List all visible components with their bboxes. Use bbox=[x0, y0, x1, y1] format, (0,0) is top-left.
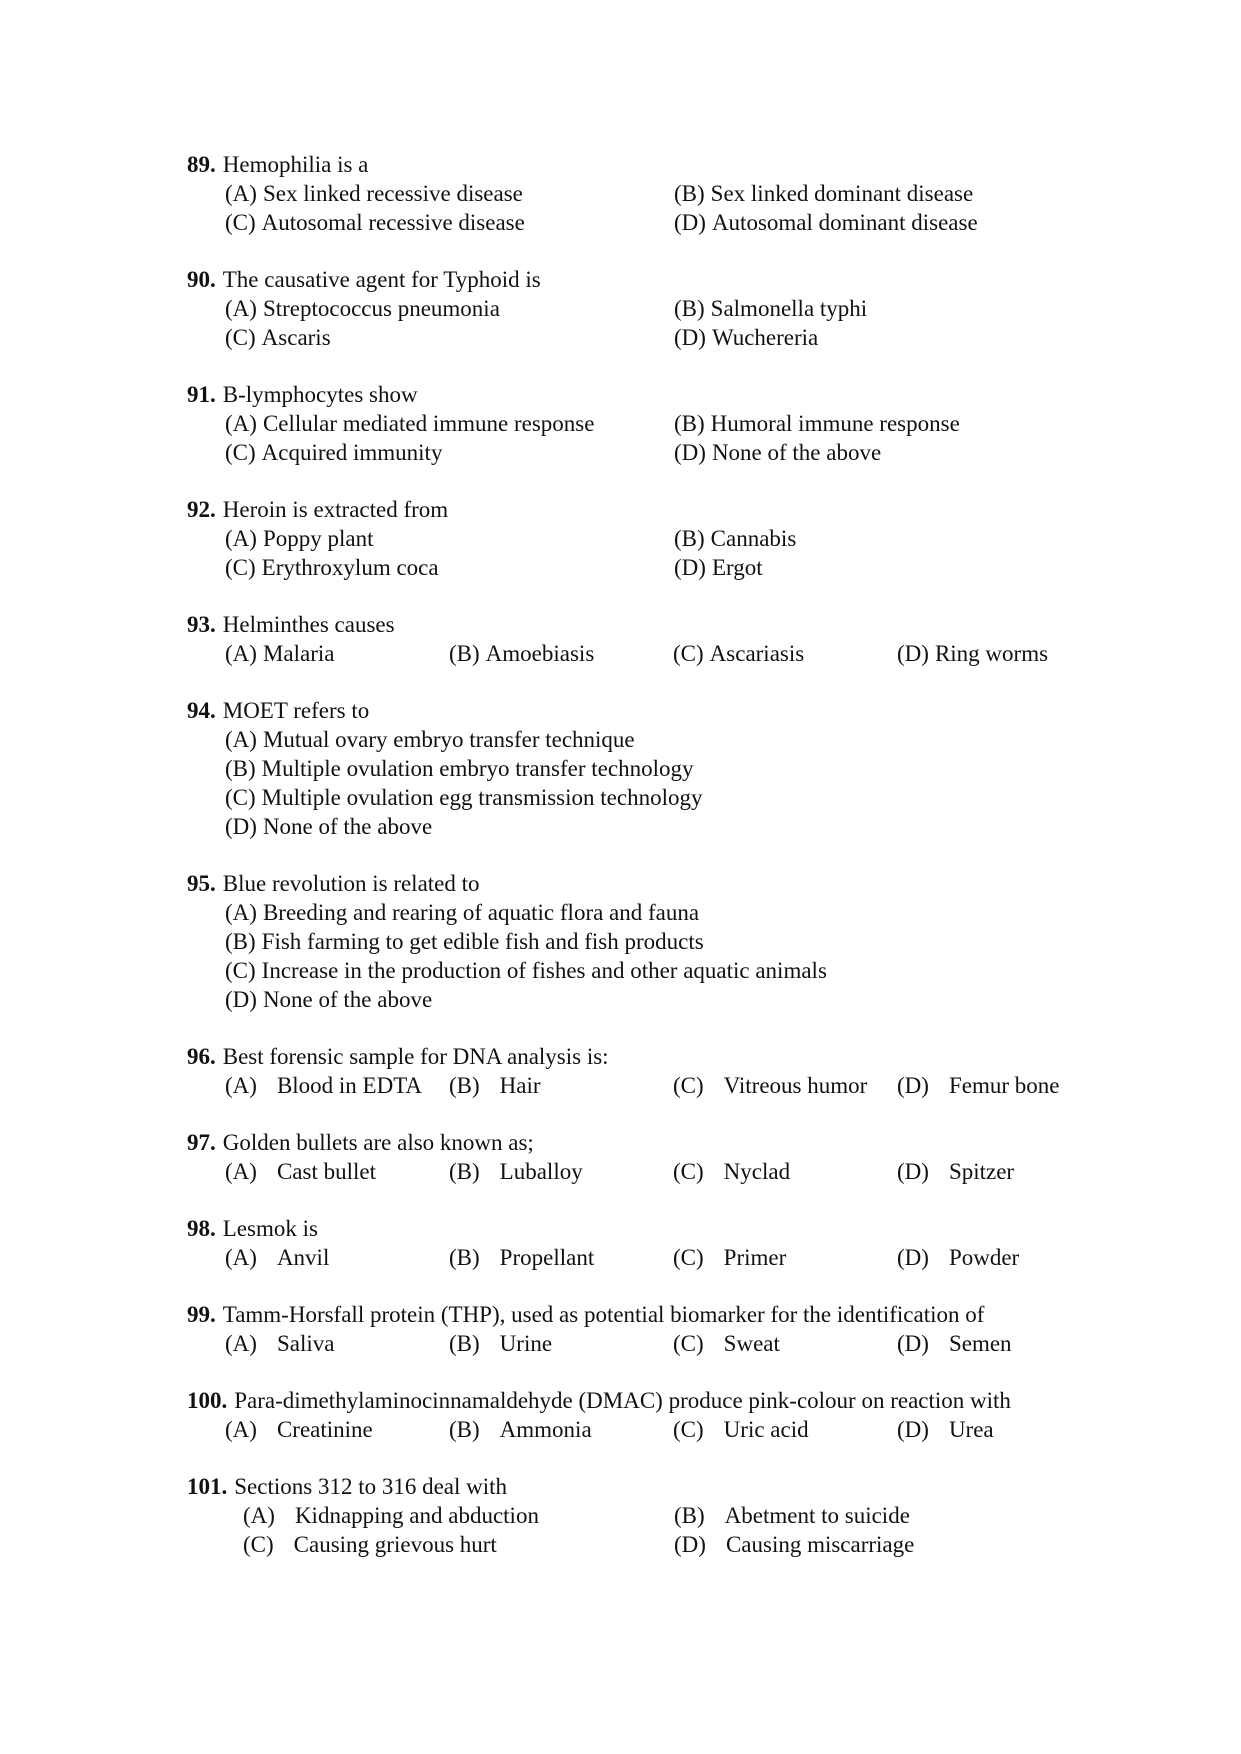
question-number: 96. bbox=[187, 1044, 216, 1069]
option-label: (D) bbox=[897, 1245, 929, 1270]
options bbox=[187, 1415, 1087, 1444]
option-a bbox=[243, 1501, 674, 1530]
option-label: (A) bbox=[225, 1159, 257, 1184]
option-text: Kidnapping and abduction bbox=[294, 1503, 539, 1528]
question-95 bbox=[187, 869, 1087, 1014]
option-text: Primer bbox=[723, 1245, 787, 1270]
question-text: Sections 312 to 316 deal with bbox=[234, 1474, 508, 1499]
question-text: B-lymphocytes show bbox=[222, 382, 418, 407]
option-label: (B) bbox=[449, 641, 480, 666]
option-text: Ascaris bbox=[261, 325, 331, 350]
option-label: (D) bbox=[674, 555, 706, 580]
option-label: (D) bbox=[897, 1159, 929, 1184]
option-label: (A) bbox=[225, 1417, 257, 1442]
option-a bbox=[225, 1157, 449, 1186]
option-label: (C) bbox=[243, 1532, 274, 1557]
question-text: Hemophilia is a bbox=[222, 152, 369, 177]
option-d bbox=[674, 438, 1087, 467]
option-label: (B) bbox=[674, 181, 705, 206]
option-text: Sex linked recessive disease bbox=[262, 181, 523, 206]
option-label: (B) bbox=[449, 1159, 480, 1184]
question-100 bbox=[187, 1386, 1087, 1444]
question-101 bbox=[187, 1472, 1087, 1559]
option-b bbox=[674, 409, 1087, 438]
option-b bbox=[225, 754, 1087, 783]
option-label: (C) bbox=[225, 555, 256, 580]
option-text: Fish farming to get edible fish and fish products bbox=[261, 929, 704, 954]
options bbox=[187, 1071, 1087, 1100]
option-a bbox=[225, 1071, 449, 1100]
option-a bbox=[225, 725, 1087, 754]
option-label: (A) bbox=[225, 181, 257, 206]
question-number: 93. bbox=[187, 612, 216, 637]
question-stem bbox=[187, 380, 1087, 409]
option-label: (D) bbox=[897, 1073, 929, 1098]
option-d bbox=[897, 1243, 1087, 1272]
option-text: Abetment to suicide bbox=[724, 1503, 910, 1528]
option-b bbox=[674, 294, 1087, 323]
option-text: Poppy plant bbox=[262, 526, 374, 551]
option-c bbox=[225, 553, 674, 582]
option-a bbox=[225, 294, 674, 323]
question-89 bbox=[187, 150, 1087, 237]
option-d bbox=[225, 985, 1087, 1014]
option-text: Ring worms bbox=[934, 641, 1049, 666]
option-label: (B) bbox=[225, 756, 256, 781]
option-label: (A) bbox=[243, 1503, 275, 1528]
option-label: (B) bbox=[449, 1073, 480, 1098]
option-label: (A) bbox=[225, 1073, 257, 1098]
option-b bbox=[674, 179, 1087, 208]
option-text: Propellant bbox=[499, 1245, 595, 1270]
option-label: (B) bbox=[449, 1245, 480, 1270]
option-text: Malaria bbox=[262, 641, 335, 666]
option-a bbox=[225, 1329, 449, 1358]
option-c bbox=[225, 956, 1087, 985]
question-text: Blue revolution is related to bbox=[222, 871, 480, 896]
option-label: (D) bbox=[897, 641, 929, 666]
option-text: Erythroxylum coca bbox=[261, 555, 439, 580]
option-label: (A) bbox=[225, 641, 257, 666]
option-text: Semen bbox=[948, 1331, 1012, 1356]
option-label: (A) bbox=[225, 1245, 257, 1270]
option-d bbox=[674, 1530, 1087, 1559]
option-a bbox=[225, 1243, 449, 1272]
option-text: Urea bbox=[948, 1417, 994, 1442]
option-c bbox=[673, 1415, 897, 1444]
question-number: 89. bbox=[187, 152, 216, 177]
option-b bbox=[225, 927, 1087, 956]
option-b bbox=[674, 524, 1087, 553]
option-label: (B) bbox=[449, 1417, 480, 1442]
question-stem bbox=[187, 1386, 1087, 1415]
option-text: Sex linked dominant disease bbox=[710, 181, 974, 206]
option-label: (C) bbox=[673, 1073, 704, 1098]
option-label: (C) bbox=[673, 1331, 704, 1356]
option-label: (B) bbox=[225, 929, 256, 954]
option-label: (D) bbox=[674, 1532, 706, 1557]
question-text: Lesmok is bbox=[222, 1216, 318, 1241]
option-text: Autosomal dominant disease bbox=[711, 210, 978, 235]
options bbox=[187, 725, 1087, 841]
option-text: Ascariasis bbox=[709, 641, 805, 666]
option-label: (A) bbox=[225, 526, 257, 551]
option-text: Creatinine bbox=[276, 1417, 373, 1442]
option-text: Streptococcus pneumonia bbox=[262, 296, 500, 321]
option-text: Causing miscarriage bbox=[725, 1532, 915, 1557]
options bbox=[187, 524, 1087, 582]
option-label: (C) bbox=[225, 440, 256, 465]
question-number: 91. bbox=[187, 382, 216, 407]
option-label: (B) bbox=[674, 526, 705, 551]
option-label: (C) bbox=[673, 1417, 704, 1442]
option-label: (C) bbox=[225, 958, 256, 983]
option-label: (A) bbox=[225, 900, 257, 925]
option-d bbox=[897, 1415, 1087, 1444]
option-text: Sweat bbox=[723, 1331, 780, 1356]
option-label: (C) bbox=[673, 1245, 704, 1270]
option-label: (B) bbox=[449, 1331, 480, 1356]
question-98 bbox=[187, 1214, 1087, 1272]
option-a bbox=[225, 409, 674, 438]
option-text: None of the above bbox=[262, 987, 433, 1012]
option-text: Uric acid bbox=[723, 1417, 809, 1442]
option-text: Humoral immune response bbox=[710, 411, 960, 436]
option-text: Increase in the production of fishes and other aquatic animals bbox=[261, 958, 827, 983]
question-text: The causative agent for Typhoid is bbox=[222, 267, 541, 292]
option-c bbox=[673, 639, 897, 668]
option-text: Ergot bbox=[711, 555, 763, 580]
question-number: 90. bbox=[187, 267, 216, 292]
option-text: Breeding and rearing of aquatic flora and fauna bbox=[262, 900, 700, 925]
question-text: Helminthes causes bbox=[222, 612, 395, 637]
options bbox=[187, 898, 1087, 1014]
option-d bbox=[674, 553, 1087, 582]
option-a bbox=[225, 179, 674, 208]
option-text: Amoebiasis bbox=[485, 641, 595, 666]
question-96 bbox=[187, 1042, 1087, 1100]
options bbox=[187, 639, 1087, 668]
question-97 bbox=[187, 1128, 1087, 1186]
question-number: 99. bbox=[187, 1302, 216, 1327]
option-text: Cellular mediated immune response bbox=[262, 411, 595, 436]
option-text: Femur bone bbox=[948, 1073, 1060, 1098]
option-label: (A) bbox=[225, 296, 257, 321]
options bbox=[187, 294, 1087, 352]
question-stem bbox=[187, 1300, 1087, 1329]
option-text: Saliva bbox=[276, 1331, 335, 1356]
question-99 bbox=[187, 1300, 1087, 1358]
option-text: None of the above bbox=[711, 440, 882, 465]
question-stem bbox=[187, 869, 1087, 898]
option-text: Salmonella typhi bbox=[710, 296, 868, 321]
option-d bbox=[897, 639, 1087, 668]
option-text: Causing grievous hurt bbox=[293, 1532, 497, 1557]
option-b bbox=[449, 1243, 673, 1272]
option-a bbox=[225, 639, 449, 668]
option-d bbox=[897, 1329, 1087, 1358]
option-b bbox=[674, 1501, 1087, 1530]
option-label: (D) bbox=[225, 814, 257, 839]
option-label: (C) bbox=[225, 325, 256, 350]
options bbox=[187, 1157, 1087, 1186]
option-text: Anvil bbox=[276, 1245, 330, 1270]
option-label: (B) bbox=[674, 1503, 705, 1528]
question-number: 95. bbox=[187, 871, 216, 896]
option-text: Mutual ovary embryo transfer technique bbox=[262, 727, 635, 752]
option-text: Hair bbox=[499, 1073, 541, 1098]
options bbox=[187, 1243, 1087, 1272]
question-number: 100. bbox=[187, 1388, 228, 1413]
question-number: 98. bbox=[187, 1216, 216, 1241]
question-text: MOET refers to bbox=[222, 698, 370, 723]
question-stem bbox=[187, 1214, 1087, 1243]
question-90 bbox=[187, 265, 1087, 352]
question-91 bbox=[187, 380, 1087, 467]
option-c bbox=[243, 1530, 674, 1559]
question-stem bbox=[187, 1472, 1087, 1501]
option-label: (D) bbox=[897, 1331, 929, 1356]
option-c bbox=[673, 1071, 897, 1100]
option-label: (B) bbox=[674, 411, 705, 436]
option-label: (A) bbox=[225, 411, 257, 436]
option-d bbox=[897, 1071, 1087, 1100]
option-c bbox=[225, 323, 674, 352]
option-label: (D) bbox=[897, 1417, 929, 1442]
option-label: (B) bbox=[674, 296, 705, 321]
option-c bbox=[225, 208, 674, 237]
option-a bbox=[225, 524, 674, 553]
options bbox=[187, 1329, 1087, 1358]
options bbox=[187, 179, 1087, 237]
option-c bbox=[673, 1243, 897, 1272]
option-text: Vitreous humor bbox=[723, 1073, 868, 1098]
question-number: 94. bbox=[187, 698, 216, 723]
option-b bbox=[449, 1071, 673, 1100]
option-text: Multiple ovulation egg transmission technology bbox=[261, 785, 703, 810]
option-text: Powder bbox=[948, 1245, 1020, 1270]
question-stem bbox=[187, 1128, 1087, 1157]
option-label: (A) bbox=[225, 727, 257, 752]
question-number: 97. bbox=[187, 1130, 216, 1155]
question-page bbox=[187, 150, 1087, 1587]
option-label: (C) bbox=[673, 641, 704, 666]
question-stem bbox=[187, 1042, 1087, 1071]
option-a bbox=[225, 1415, 449, 1444]
option-b bbox=[449, 1329, 673, 1358]
option-a bbox=[225, 898, 1087, 927]
option-c bbox=[673, 1329, 897, 1358]
question-text: Heroin is extracted from bbox=[222, 497, 449, 522]
option-label: (D) bbox=[674, 440, 706, 465]
question-stem bbox=[187, 150, 1087, 179]
option-text: Cannabis bbox=[710, 526, 797, 551]
question-text: Golden bullets are also known as; bbox=[222, 1130, 534, 1155]
option-label: (C) bbox=[225, 785, 256, 810]
option-d bbox=[897, 1157, 1087, 1186]
option-d bbox=[674, 208, 1087, 237]
question-text: Best forensic sample for DNA analysis is: bbox=[222, 1044, 609, 1069]
question-text: Tamm-Horsfall protein (THP), used as potential biomarker for the identification of bbox=[222, 1302, 985, 1327]
option-d bbox=[674, 323, 1087, 352]
options bbox=[187, 409, 1087, 467]
option-label: (D) bbox=[674, 325, 706, 350]
option-text: Luballoy bbox=[499, 1159, 583, 1184]
option-text: Urine bbox=[499, 1331, 553, 1356]
question-94 bbox=[187, 696, 1087, 841]
question-stem bbox=[187, 610, 1087, 639]
question-stem bbox=[187, 696, 1087, 725]
option-text: Cast bullet bbox=[276, 1159, 376, 1184]
option-text: None of the above bbox=[262, 814, 433, 839]
option-label: (D) bbox=[674, 210, 706, 235]
question-text: Para-dimethylaminocinnamaldehyde (DMAC) produce pink-colour on reaction with bbox=[234, 1388, 1011, 1413]
option-text: Autosomal recessive disease bbox=[261, 210, 525, 235]
question-stem bbox=[187, 495, 1087, 524]
option-text: Wuchereria bbox=[711, 325, 819, 350]
option-label: (A) bbox=[225, 1331, 257, 1356]
option-b bbox=[449, 1157, 673, 1186]
option-b bbox=[449, 639, 673, 668]
question-number: 92. bbox=[187, 497, 216, 522]
question-number: 101. bbox=[187, 1474, 228, 1499]
option-d bbox=[225, 812, 1087, 841]
option-b bbox=[449, 1415, 673, 1444]
option-label: (C) bbox=[225, 210, 256, 235]
option-label: (D) bbox=[225, 987, 257, 1012]
option-label: (C) bbox=[673, 1159, 704, 1184]
option-text: Multiple ovulation embryo transfer technology bbox=[261, 756, 694, 781]
question-92 bbox=[187, 495, 1087, 582]
option-text: Acquired immunity bbox=[261, 440, 443, 465]
option-c bbox=[673, 1157, 897, 1186]
option-text: Nyclad bbox=[723, 1159, 791, 1184]
option-text: Ammonia bbox=[499, 1417, 592, 1442]
option-text: Spitzer bbox=[948, 1159, 1015, 1184]
question-93 bbox=[187, 610, 1087, 668]
option-c bbox=[225, 438, 674, 467]
options bbox=[187, 1501, 1087, 1559]
option-c bbox=[225, 783, 1087, 812]
question-stem bbox=[187, 265, 1087, 294]
option-text: Blood in EDTA bbox=[276, 1073, 423, 1098]
